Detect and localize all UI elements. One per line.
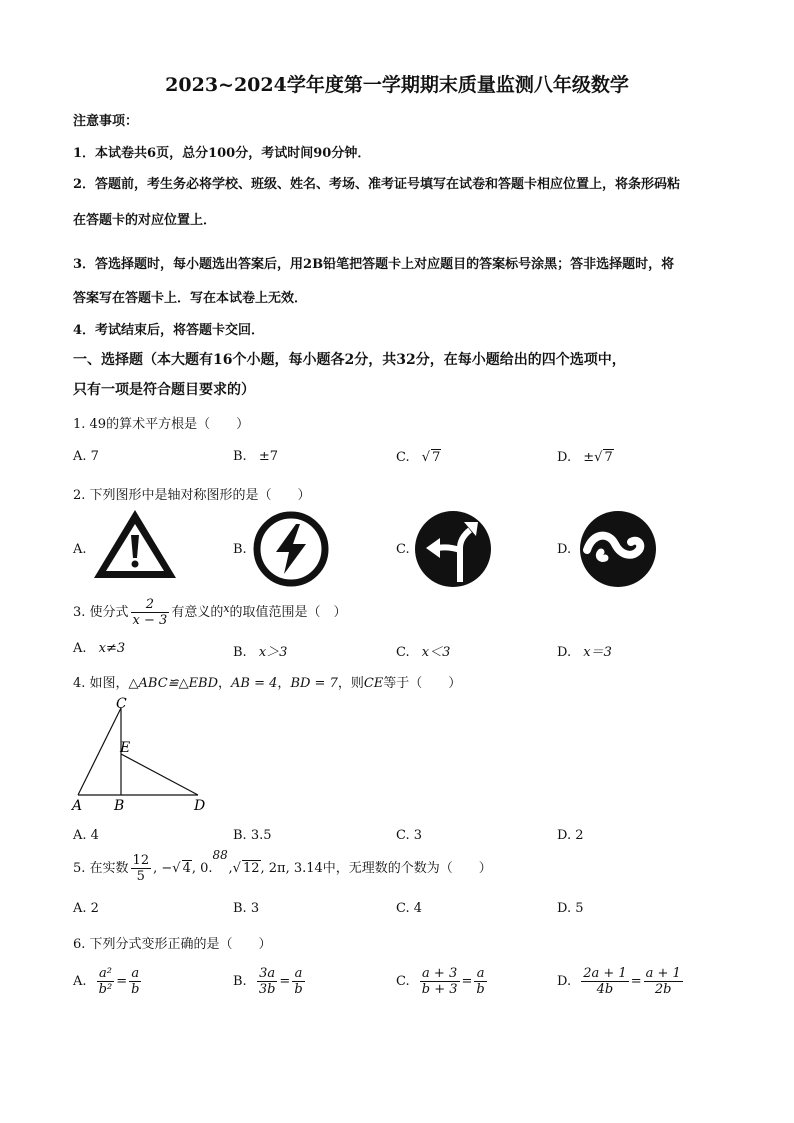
q1-option-d-label: D. — [557, 450, 572, 465]
q5-stem-end: 中，无理数的个数为（ ） — [322, 861, 492, 876]
q5-radicand-1: 4 — [182, 861, 191, 876]
q3-option-c-expr: x＜3 — [421, 645, 451, 660]
q5-option-c: C. 4 — [396, 901, 423, 916]
q1-option-d-pm: ± — [583, 450, 595, 465]
q6-b-right-num: a — [292, 966, 304, 982]
q3-option-d-expr: x＝3 — [583, 645, 612, 660]
wave-symbol-icon — [579, 510, 657, 588]
question-3-stem — [73, 597, 347, 628]
q4-option-c: C. 3 — [396, 828, 423, 843]
q6-a-left-den: b² — [98, 982, 113, 997]
section-heading-cont: 只有一项是符合题目要求的） — [73, 382, 255, 398]
q3-option-b-expr: x＞3 — [258, 645, 288, 660]
q3-fraction-numerator: 2 — [131, 597, 170, 613]
q5-option-b: B. 3 — [233, 901, 260, 916]
q6-a-right-den: b — [131, 982, 140, 997]
q1-option-c-radicand: 7 — [432, 450, 441, 465]
q3-option-a-label: A. — [73, 641, 87, 656]
q6-option-b-label: B. — [233, 974, 247, 989]
q2-option-d-label: D. — [557, 542, 572, 557]
q4-stem-pre: 4. 如图， — [73, 676, 129, 691]
page-title: 2023~2024学年度第一学期期末质量监测八年级数学 — [165, 74, 629, 96]
q5-stem-pre: 5. 在实数 — [73, 861, 129, 876]
point-b-label: B — [114, 798, 125, 814]
q4-sep-1: ， — [218, 676, 232, 691]
q6-option-a: A. $\frac{\text{a²}}{\text{b²}}$ = $\frac{a}{b}$ — [73, 966, 140, 997]
q6-c-left-den: b + 3 — [421, 982, 458, 997]
q1-option-b-label: B. — [233, 449, 247, 464]
question-4-stem — [73, 672, 461, 691]
q3-stem-post: 有意义的 — [171, 605, 224, 620]
q6-c-left-num: a + 3 — [420, 966, 460, 982]
point-d-label: D — [194, 798, 206, 814]
q6-d-right-den: 2b — [654, 982, 672, 997]
q3-fraction-denominator: x − 3 — [132, 613, 168, 628]
point-e-label: E — [120, 740, 131, 756]
q6-d-right-num: a + 1 — [645, 966, 681, 981]
q3-option-d-label: D. — [557, 645, 572, 660]
q6-b-left-den: 3b — [258, 982, 276, 997]
triangle-figure — [70, 696, 220, 818]
q6-a-left-num: a² — [97, 966, 115, 982]
notice-header: 注意事项： — [73, 114, 139, 129]
q2-option-a-label: A. — [73, 542, 87, 557]
question-1-stem: 1. 49的算术平方根是（ ） — [73, 417, 250, 432]
q3-option-b — [233, 641, 287, 660]
q4-ab: AB = 4 — [231, 676, 278, 691]
question-2-stem: 2. 下列图形中是轴对称图形的是（ ） — [73, 488, 311, 503]
section-heading: 一、选择题（本大题有16个小题，每小题各2分，共32分，在每小题给出的四个选项中， — [73, 352, 626, 368]
q5-list-c: , — [228, 861, 233, 876]
q3-option-d — [557, 641, 612, 660]
q4-option-a: A. 4 — [73, 828, 99, 843]
notice-item-1: 1．本试卷共6页，总分100分，考试时间90分钟． — [73, 146, 371, 161]
q3-option-c — [396, 641, 450, 660]
q6-option-d-label: D. — [557, 974, 572, 989]
q6-option-a-label: A. — [73, 974, 87, 989]
q5-option-d: D. 5 — [557, 901, 584, 916]
q3-stem-pre: 3. 使分式 — [73, 605, 129, 620]
question-6-stem: 6. 下列分式变形正确的是（ ） — [73, 937, 272, 952]
q1-option-d: D. ±√ 7 — [557, 450, 613, 465]
q4-congruence: △ABC≌△EBD — [128, 676, 219, 691]
fork-arrows-icon — [414, 510, 492, 588]
q5-radicand-2: 12 — [242, 861, 260, 876]
q6-option-c: C. $\frac{a + 3}{b + 3}$ = $\frac{a}{b}$ — [396, 966, 485, 997]
q3-stem-end: 的取值范围是（ ） — [229, 605, 347, 620]
q4-stem-post: ，则 — [337, 676, 364, 691]
q6-d-left-den: 4b — [596, 982, 614, 997]
q1-option-b-value: ±7 — [258, 449, 278, 464]
q4-option-d: D. 2 — [557, 828, 584, 843]
notice-item-2: 2．答题前，考生务必将学校、班级、姓名、考场、准考证号填写在试卷和答题卡相应位置上，将条形码粘 — [73, 177, 681, 192]
q5-list-b: , 0. — [191, 861, 213, 876]
q5-option-a: A. 2 — [73, 901, 99, 916]
point-c-label: C — [116, 696, 127, 712]
q6-b-right-den: b — [294, 982, 303, 997]
q2-option-b-label: B. — [233, 542, 247, 557]
point-a-label: A — [72, 798, 83, 814]
q6-option-c-label: C. — [396, 974, 410, 989]
q1-option-b — [233, 449, 278, 464]
q3-option-c-label: C. — [396, 645, 410, 660]
question-5-stem: 5. 在实数 $\frac{12}{5}$ , −√ 4, 0. 88 ,√ 12, 2π, 3.14中，无理数的个数为（ ） — [73, 848, 492, 884]
q5-list-d: , 2π, 3.14 — [260, 861, 323, 876]
q6-b-left-num: 3a — [257, 966, 278, 982]
q3-option-a — [73, 641, 125, 656]
q1-option-a: A. 7 — [73, 449, 99, 464]
q3-variable: x — [223, 602, 230, 615]
lightning-bolt-icon — [252, 510, 330, 588]
q4-bd: BD = 7 — [290, 676, 338, 691]
notice-item-3: 3．答选择题时，每小题选出答案后，用2B铅笔把答题卡上对应题目的答案标号涂黑；答非选择题时，将 — [73, 257, 675, 272]
q5-list-a: , − — [153, 861, 173, 876]
q4-sep-2: ， — [277, 676, 291, 691]
q6-option-d: D. $\frac{2a + 1}{4b}$ = $\frac{a + 1}{2b}$ — [557, 966, 681, 997]
q1-option-c-label: C. — [396, 450, 410, 465]
q6-d-left-num: 2a + 1 — [583, 966, 627, 981]
notice-item-4: 4．考试结束后，将答题卡交回． — [73, 323, 265, 338]
q3-option-a-expr: x≠3 — [98, 641, 126, 656]
notice-item-3-cont: 答案写在答题卡上．写在本试卷上无效． — [73, 291, 308, 306]
q3-option-b-label: B. — [233, 645, 247, 660]
q5-fraction-numerator: 12 — [132, 853, 150, 868]
warning-triangle-icon — [92, 508, 178, 580]
q2-option-c-label: C. — [396, 542, 410, 557]
q6-a-right-num: a — [129, 966, 141, 982]
notice-item-2-cont: 在答题卡的对应位置上． — [73, 213, 217, 228]
q6-c-right-den: b — [476, 982, 485, 997]
q5-repeat-mark: 88 — [212, 848, 228, 862]
q6-c-right-num: a — [474, 966, 486, 982]
q4-option-b: B. 3.5 — [233, 828, 272, 843]
q4-ce: CE — [363, 676, 384, 691]
q6-option-b: B. $\frac{3a}{3b}$ = $\frac{a}{b}$ — [233, 966, 303, 997]
q1-option-c: C. √ 7 — [396, 450, 441, 465]
q1-option-d-radicand: 7 — [604, 450, 613, 465]
q4-stem-end: 等于（ ） — [383, 676, 462, 691]
q5-fraction-denominator: 5 — [136, 869, 145, 884]
